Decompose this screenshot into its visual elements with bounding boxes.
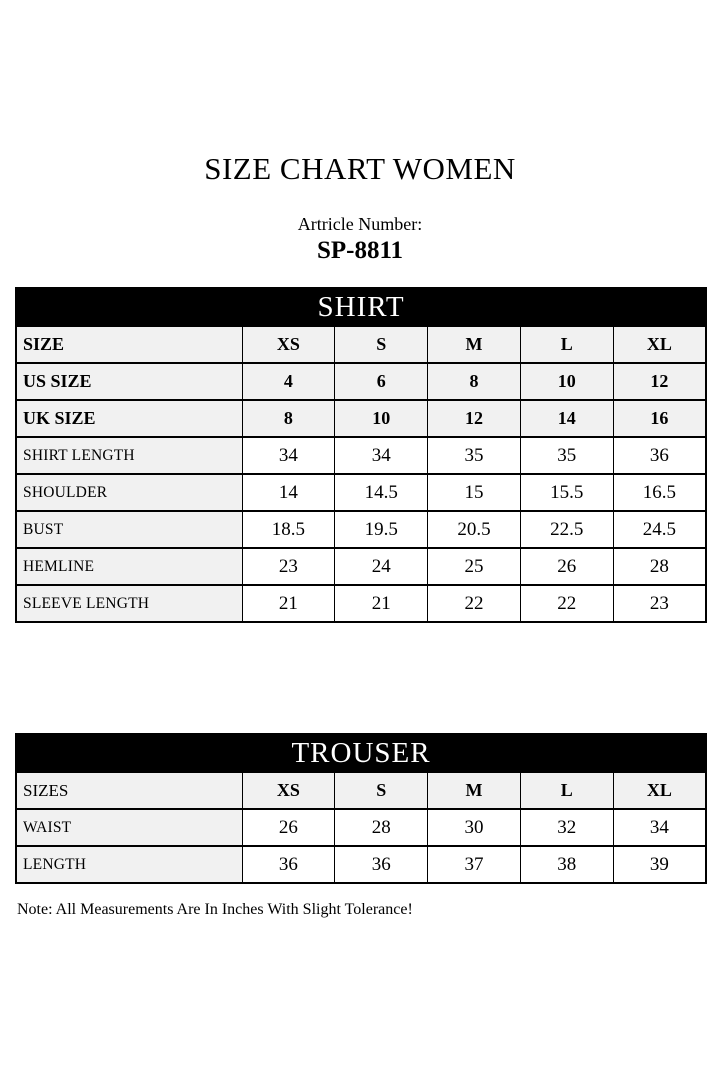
value-cell: 36 xyxy=(242,846,335,883)
value-cell: 35 xyxy=(520,437,613,474)
value-cell: 8 xyxy=(242,400,335,437)
row-label-cell: SLEEVE LENGTH xyxy=(16,585,242,622)
value-cell: XS xyxy=(242,326,335,363)
row-label-cell: SIZES xyxy=(16,772,242,809)
table-row xyxy=(16,474,706,511)
value-cell: M xyxy=(428,326,521,363)
row-label-cell: SIZE xyxy=(16,326,242,363)
article-number-block xyxy=(0,213,720,265)
value-cell: 23 xyxy=(613,585,706,622)
value-cell: 39 xyxy=(613,846,706,883)
value-cell: 22 xyxy=(520,585,613,622)
value-cell: 12 xyxy=(613,363,706,400)
value-cell: 36 xyxy=(335,846,428,883)
value-cell: 24.5 xyxy=(613,511,706,548)
value-cell: S xyxy=(335,772,428,809)
value-cell: 28 xyxy=(335,809,428,846)
value-cell: 37 xyxy=(428,846,521,883)
shirt-title-row xyxy=(16,288,706,326)
value-cell: 21 xyxy=(335,585,428,622)
row-label-cell: BUST xyxy=(16,511,242,548)
value-cell: 14.5 xyxy=(335,474,428,511)
value-cell: 22 xyxy=(428,585,521,622)
article-number-label: Artricle Number: xyxy=(297,214,423,234)
value-cell: 34 xyxy=(613,809,706,846)
value-cell: 14 xyxy=(242,474,335,511)
value-cell: 12 xyxy=(428,400,521,437)
value-cell: 10 xyxy=(335,400,428,437)
table-row xyxy=(16,846,706,883)
table-row xyxy=(16,772,706,809)
value-cell: 34 xyxy=(242,437,335,474)
value-cell: XL xyxy=(613,772,706,809)
value-cell: 38 xyxy=(520,846,613,883)
table-row xyxy=(16,400,706,437)
value-cell: 24 xyxy=(335,548,428,585)
value-cell: 6 xyxy=(335,363,428,400)
row-label-cell: US SIZE xyxy=(16,363,242,400)
row-label-cell: LENGTH xyxy=(16,846,242,883)
value-cell: 25 xyxy=(428,548,521,585)
table-row xyxy=(16,437,706,474)
shirt-size-table xyxy=(15,287,707,623)
value-cell: 10 xyxy=(520,363,613,400)
value-cell: 26 xyxy=(520,548,613,585)
value-cell: L xyxy=(520,772,613,809)
value-cell: S xyxy=(335,326,428,363)
row-label-cell: SHOULDER xyxy=(16,474,242,511)
row-label-cell: SHIRT LENGTH xyxy=(16,437,242,474)
value-cell: XL xyxy=(613,326,706,363)
value-cell: 4 xyxy=(242,363,335,400)
article-number-value: SP-8811 xyxy=(316,237,404,264)
value-cell: M xyxy=(428,772,521,809)
value-cell: 30 xyxy=(428,809,521,846)
value-cell: 36 xyxy=(613,437,706,474)
shirt-table-title: SHIRT xyxy=(16,288,706,326)
row-label-cell: HEMLINE xyxy=(16,548,242,585)
value-cell: 32 xyxy=(520,809,613,846)
row-label-cell: WAIST xyxy=(16,809,242,846)
value-cell: 26 xyxy=(242,809,335,846)
value-cell: 16.5 xyxy=(613,474,706,511)
value-cell: 16 xyxy=(613,400,706,437)
table-row xyxy=(16,548,706,585)
value-cell: 34 xyxy=(335,437,428,474)
value-cell: 23 xyxy=(242,548,335,585)
value-cell: 20.5 xyxy=(428,511,521,548)
value-cell: 15 xyxy=(428,474,521,511)
value-cell: 22.5 xyxy=(520,511,613,548)
trouser-size-table xyxy=(15,733,707,884)
table-row xyxy=(16,585,706,622)
value-cell: 15.5 xyxy=(520,474,613,511)
table-row xyxy=(16,363,706,400)
value-cell: 18.5 xyxy=(242,511,335,548)
trouser-title-row xyxy=(16,734,706,772)
page-title: SIZE CHART WOMEN xyxy=(204,151,516,186)
value-cell: 8 xyxy=(428,363,521,400)
table-row xyxy=(16,809,706,846)
value-cell: 35 xyxy=(428,437,521,474)
value-cell: 21 xyxy=(242,585,335,622)
value-cell: 14 xyxy=(520,400,613,437)
value-cell: 19.5 xyxy=(335,511,428,548)
table-row xyxy=(16,326,706,363)
value-cell: XS xyxy=(242,772,335,809)
row-label-cell: UK SIZE xyxy=(16,400,242,437)
value-cell: L xyxy=(520,326,613,363)
measurements-note: Note: All Measurements Are In Inches With Slight Tolerance! xyxy=(17,901,413,918)
value-cell: 28 xyxy=(613,548,706,585)
trouser-table-title: TROUSER xyxy=(16,734,706,772)
table-row xyxy=(16,511,706,548)
